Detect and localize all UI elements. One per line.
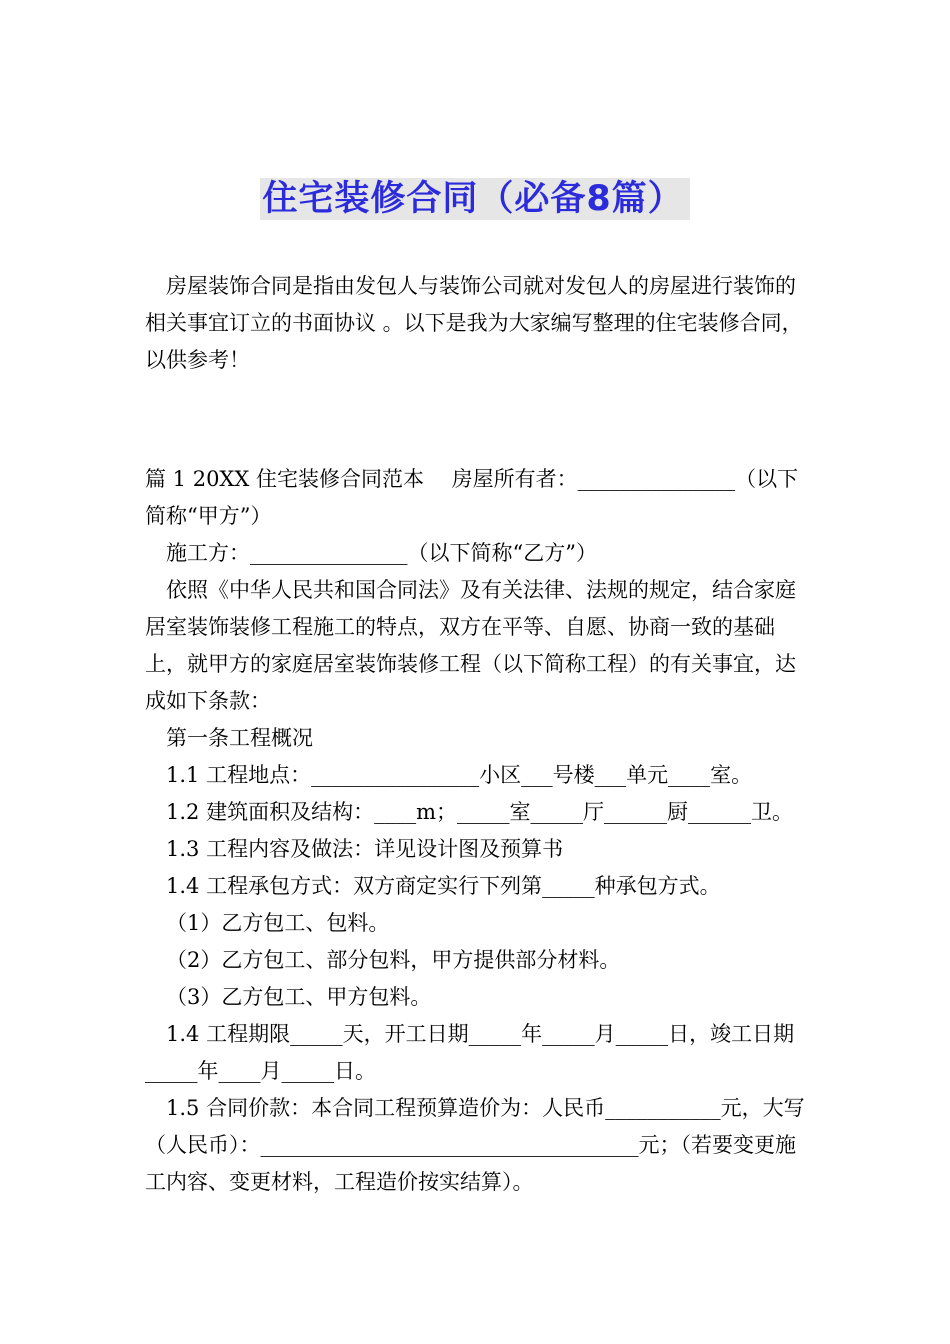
document-body <box>145 268 807 1201</box>
option-2: （2）乙方包工、部分包料，甲方提供部分材料。 <box>166 948 621 972</box>
clause-1-2: 1.2 建筑面积及结构：____m；_____室_____厅______厨______卫。 <box>166 800 793 824</box>
option-1: （1）乙方包工、包料。 <box>166 911 390 935</box>
title-block <box>0 178 950 220</box>
contractor-line: 施工方：_______________（以下简称“乙方”） <box>166 541 597 565</box>
contract-heading-paragraph: 篇 1 20XX 住宅装修合同范本 房屋所有者：_______________（以下简称“甲方”） <box>145 467 799 528</box>
preamble-paragraph: 依照《中华人民共和国合同法》及有关法律、法规的规定，结合家庭居室装饰装修工程施工的特点，双方在平等、自愿、协商一致的基础上，就甲方的家庭居室装饰装修工程（以下简称工程）的有关事宜，达成如下条款： <box>145 578 796 713</box>
paragraph-spacer <box>145 379 807 461</box>
option-3: （3）乙方包工、甲方包料。 <box>166 985 432 1009</box>
clause-1-1: 1.1 工程地点：________________小区___号楼___单元____室。 <box>166 763 753 787</box>
clause-1-4-period: 1.4 工程期限_____天，开工日期_____年_____月_____日，竣工日期_____年____月_____日。 <box>145 1022 795 1083</box>
intro-paragraph: 房屋装饰合同是指由发包人与装饰公司就对发包人的房屋进行装饰的相关事宜订立的书面协议 。以下是我为大家编写整理的住宅装修合同，以供参考！ <box>145 274 803 372</box>
document-title: 住宅装修合同（必备8篇） <box>260 178 689 220</box>
clause-1-4-method: 1.4 工程承包方式：双方商定实行下列第_____种承包方式。 <box>166 874 721 898</box>
clause-1-5-price: 1.5 合同价款：本合同工程预算造价为：人民币___________元，大写（人民币）：____________________________________元；（若要变更施工内容、变更材料，工程造价按实结算）。 <box>145 1096 805 1194</box>
article-one-heading: 第一条工程概况 <box>166 726 313 750</box>
clause-1-3: 1.3 工程内容及做法：详见设计图及预算书 <box>166 837 564 861</box>
